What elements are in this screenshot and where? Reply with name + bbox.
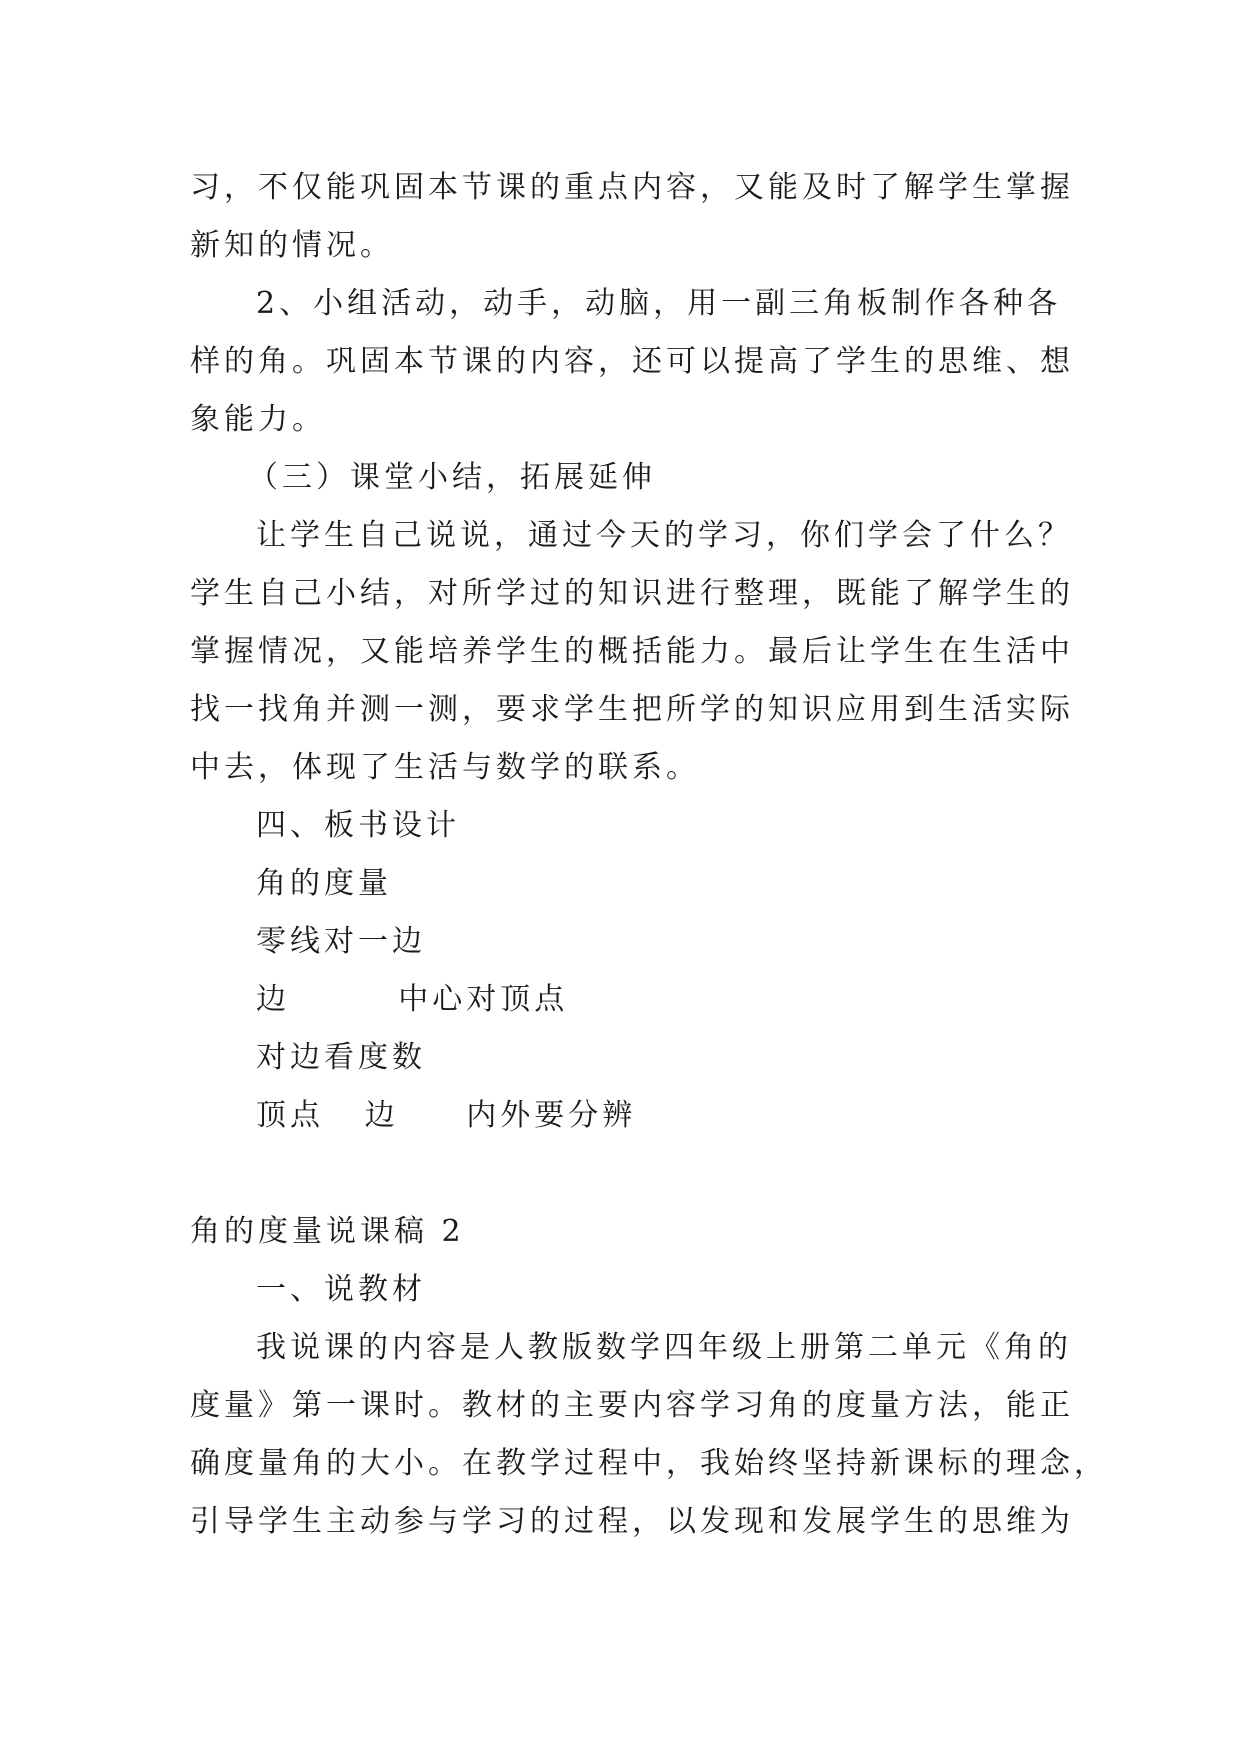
board-design-line: 角的度量 [256, 866, 392, 901]
paragraph-line: 象能力。 [190, 402, 326, 437]
paragraph-line: 2、小组活动，动手，动脑，用一副三角板制作各种各 [256, 286, 1062, 321]
section-heading: 四、板书设计 [256, 808, 460, 843]
paragraph-line: 我说课的内容是人教版数学四年级上册第二单元《角的 [256, 1330, 1072, 1365]
paragraph-line: 引导学生主动参与学习的过程，以发现和发展学生的思维为 [190, 1504, 1074, 1539]
paragraph-line: 度量》第一课时。教材的主要内容学习角的度量方法，能正 [190, 1388, 1074, 1423]
paragraph-line: 习，不仅能巩固本节课的重点内容，又能及时了解学生掌握 [190, 170, 1074, 205]
paragraph-line: 让学生自己说说，通过今天的学习，你们学会了什么？ [256, 518, 1072, 553]
paragraph-line: 掌握情况，又能培养学生的概括能力。最后让学生在生活中 [190, 634, 1074, 669]
board-design-line: 边 中心对顶点 [256, 982, 569, 1017]
paragraph-line: 中去，体现了生活与数学的联系。 [190, 750, 700, 785]
section-heading: （三）课堂小结，拓展延伸 [248, 460, 656, 495]
section-heading: 一、说教材 [256, 1272, 426, 1307]
paragraph-line: 确度量角的大小。在教学过程中，我始终坚持新课标的理念， [190, 1446, 1108, 1481]
paragraph-line: 样的角。巩固本节课的内容，还可以提高了学生的思维、想 [190, 344, 1074, 379]
document-title: 角的度量说课稿 2 [190, 1214, 465, 1249]
board-design-line: 顶点 边 内外要分辨 [256, 1098, 637, 1133]
board-design-line: 零线对一边 [256, 924, 426, 959]
paragraph-line: 学生自己小结，对所学过的知识进行整理，既能了解学生的 [190, 576, 1074, 611]
paragraph-line: 新知的情况。 [190, 228, 394, 263]
paragraph-line: 找一找角并测一测，要求学生把所学的知识应用到生活实际 [190, 692, 1074, 727]
board-design-line: 对边看度数 [256, 1040, 426, 1075]
